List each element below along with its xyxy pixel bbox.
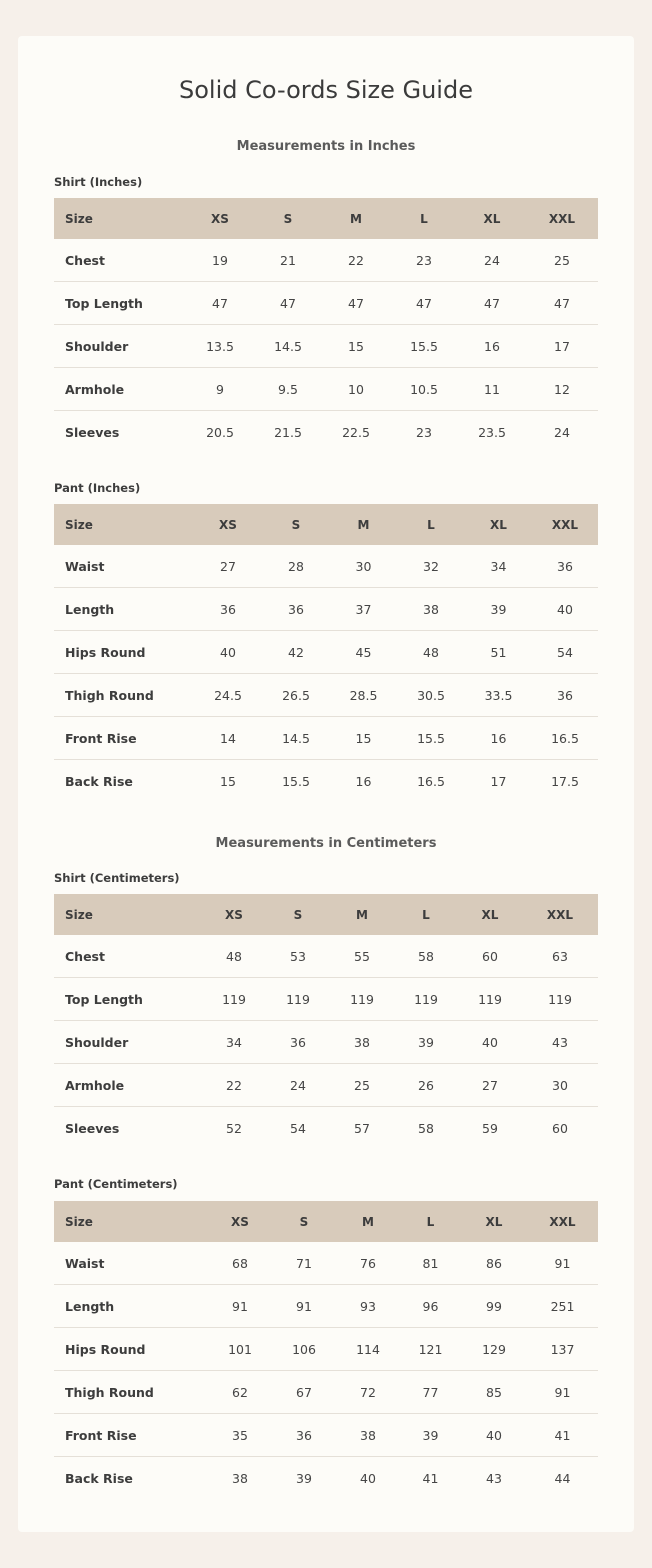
page-title: Solid Co-ords Size Guide: [179, 76, 473, 104]
measurement-value: 119: [394, 978, 458, 1021]
measurement-value: 57: [354, 1120, 370, 1136]
measurement-value: 38: [336, 1414, 400, 1457]
measurement-value: 55: [330, 935, 394, 978]
table-header-row: [54, 504, 598, 545]
measurement-value: 28.5: [330, 674, 397, 717]
table-header-row: [54, 894, 598, 935]
measurement-value: 93: [336, 1285, 400, 1328]
table-header-row: [54, 1201, 598, 1242]
table-row: [54, 674, 598, 717]
measurement-value: 22.5: [342, 424, 370, 440]
measurement-value: 33.5: [465, 674, 532, 717]
measurement-name: Sleeves: [65, 1120, 120, 1136]
measurement-value: 67: [272, 1371, 336, 1414]
measurement-value: 36: [266, 1021, 330, 1064]
measurement-value: 15.5: [390, 325, 458, 368]
measurement-value: 13.5: [186, 325, 254, 368]
measurement-name: Waist: [54, 1242, 208, 1285]
size-guide-card: [18, 36, 634, 1532]
measurement-value: 23: [416, 424, 432, 440]
measurement-value: 42: [262, 631, 330, 674]
table-row: [54, 1064, 598, 1107]
measurement-value: 25: [526, 239, 598, 282]
measurement-value: 96: [400, 1285, 461, 1328]
measurement-value: 22: [322, 239, 390, 282]
measurement-name: Front Rise: [54, 1414, 208, 1457]
measurement-value: 15.5: [282, 773, 310, 789]
measurement-value: 26.5: [262, 674, 330, 717]
measurement-value: 68: [208, 1242, 272, 1285]
header-size-l: L: [394, 894, 458, 935]
measurement-value: 40: [360, 1470, 376, 1486]
measurement-value: 119: [458, 978, 522, 1021]
header-size-m: M: [330, 894, 394, 935]
measurement-value: 10: [322, 368, 390, 411]
measurement-value: 24: [266, 1064, 330, 1107]
measurement-value: 14.5: [262, 717, 330, 760]
measurement-value: 47: [254, 282, 322, 325]
header-size-xs: XS: [186, 198, 254, 239]
measurement-value: 12: [526, 368, 598, 411]
measurement-value: 58: [418, 1120, 434, 1136]
measurement-value: 36: [532, 674, 598, 717]
header-size-xxl: XXL: [526, 198, 598, 239]
header-size-s: S: [266, 894, 330, 935]
measurement-name: Thigh Round: [54, 1371, 208, 1414]
measurement-value: 43: [522, 1021, 598, 1064]
measurement-value: 54: [290, 1120, 306, 1136]
header-size-m: M: [336, 1201, 400, 1242]
shirt-inches-table: [54, 198, 598, 453]
measurement-value: 17.5: [551, 773, 579, 789]
table-label-pant-inches: Pant (Inches): [54, 481, 141, 495]
measurement-value: 16.5: [417, 773, 445, 789]
measurement-name: Shoulder: [54, 1021, 202, 1064]
measurement-value: 48: [202, 935, 266, 978]
measurement-value: 40: [458, 1021, 522, 1064]
table-row: [54, 978, 598, 1021]
table-row: [54, 325, 598, 368]
measurement-value: 101: [208, 1328, 272, 1371]
pant-cm-table: [54, 1201, 598, 1499]
measurement-value: 119: [330, 978, 394, 1021]
header-size-l: L: [397, 504, 465, 545]
measurement-value: 52: [226, 1120, 242, 1136]
table-row: [54, 1021, 598, 1064]
measurement-value: 30.5: [397, 674, 465, 717]
measurement-value: 43: [486, 1470, 502, 1486]
measurement-value: 47: [322, 282, 390, 325]
measurement-value: 99: [461, 1285, 527, 1328]
measurement-value: 14.5: [254, 325, 322, 368]
measurement-name: Armhole: [54, 368, 186, 411]
table-row: [54, 1457, 598, 1500]
measurement-value: 39: [394, 1021, 458, 1064]
header-size-m: M: [330, 504, 397, 545]
measurement-value: 19: [186, 239, 254, 282]
table-row: [54, 368, 598, 411]
header-size-xxl: XXL: [532, 504, 598, 545]
measurement-value: 21: [254, 239, 322, 282]
measurement-value: 47: [526, 282, 598, 325]
measurement-name: Top Length: [54, 282, 186, 325]
measurement-value: 44: [554, 1470, 571, 1486]
table-row: [54, 1371, 598, 1414]
measurement-value: 59: [482, 1120, 498, 1136]
measurement-value: 129: [461, 1328, 527, 1371]
measurement-value: 58: [394, 935, 458, 978]
measurement-value: 16.5: [532, 717, 598, 760]
table-row: [54, 1242, 598, 1285]
measurement-value: 38: [232, 1470, 248, 1486]
measurement-value: 14: [194, 717, 262, 760]
table-row: [54, 1285, 598, 1328]
measurement-value: 21.5: [274, 424, 302, 440]
measurement-value: 41: [422, 1470, 439, 1486]
measurement-value: 40: [194, 631, 262, 674]
measurement-name: Chest: [54, 239, 186, 282]
measurement-name: Top Length: [54, 978, 202, 1021]
measurement-value: 30: [522, 1064, 598, 1107]
header-size-xl: XL: [458, 198, 526, 239]
measurement-value: 17: [526, 325, 598, 368]
measurement-value: 34: [465, 545, 532, 588]
measurement-value: 36: [272, 1414, 336, 1457]
measurement-value: 23.5: [478, 424, 506, 440]
measurement-value: 24.5: [194, 674, 262, 717]
header-size-l: L: [400, 1201, 461, 1242]
table-row: [54, 411, 598, 454]
header-size-xs: XS: [194, 504, 262, 545]
measurement-value: 27: [194, 545, 262, 588]
measurement-value: 47: [186, 282, 254, 325]
measurement-value: 20.5: [206, 424, 234, 440]
measurement-value: 119: [202, 978, 266, 1021]
measurement-value: 39: [296, 1470, 312, 1486]
measurement-value: 15: [322, 325, 390, 368]
measurement-value: 16: [355, 773, 372, 789]
measurement-value: 91: [527, 1242, 598, 1285]
measurement-value: 119: [522, 978, 598, 1021]
measurement-value: 16: [465, 717, 532, 760]
measurement-value: 38: [397, 588, 465, 631]
measurement-value: 91: [272, 1285, 336, 1328]
measurement-name: Waist: [54, 545, 194, 588]
table-label-pant-cm: Pant (Centimeters): [54, 1177, 178, 1191]
measurement-value: 119: [266, 978, 330, 1021]
measurement-value: 15: [330, 717, 397, 760]
table-header-row: [54, 198, 598, 239]
measurement-value: 114: [336, 1328, 400, 1371]
header-size-xl: XL: [465, 504, 532, 545]
measurement-value: 48: [397, 631, 465, 674]
measurement-name: Back Rise: [65, 773, 133, 789]
header-size-s: S: [272, 1201, 336, 1242]
header-size-xl: XL: [461, 1201, 527, 1242]
header-size: Size: [54, 894, 202, 935]
measurement-value: 62: [208, 1371, 272, 1414]
measurement-value: 81: [400, 1242, 461, 1285]
measurement-name: Hips Round: [54, 1328, 208, 1371]
measurement-name: Thigh Round: [54, 674, 194, 717]
measurement-value: 11: [458, 368, 526, 411]
table-row: [54, 631, 598, 674]
header-size-s: S: [262, 504, 330, 545]
header-size: Size: [54, 1201, 208, 1242]
measurement-value: 60: [552, 1120, 568, 1136]
measurement-value: 91: [527, 1371, 598, 1414]
measurement-value: 23: [390, 239, 458, 282]
measurement-value: 45: [330, 631, 397, 674]
pant-inches-table: [54, 504, 598, 802]
measurement-value: 91: [208, 1285, 272, 1328]
measurement-value: 41: [527, 1414, 598, 1457]
measurement-value: 137: [527, 1328, 598, 1371]
header-size: Size: [54, 504, 194, 545]
measurement-value: 51: [465, 631, 532, 674]
measurement-value: 26: [394, 1064, 458, 1107]
measurement-value: 38: [330, 1021, 394, 1064]
measurement-value: 54: [532, 631, 598, 674]
shirt-cm-table: [54, 894, 598, 1149]
measurement-value: 72: [336, 1371, 400, 1414]
measurement-value: 36: [194, 588, 262, 631]
section-heading-inches: Measurements in Inches: [236, 139, 416, 154]
table-label-shirt-cm: Shirt (Centimeters): [54, 871, 180, 885]
measurement-value: 16: [458, 325, 526, 368]
section-heading-centimeters: Measurements in Centimeters: [215, 836, 437, 851]
header-size-xxl: XXL: [522, 894, 598, 935]
measurement-name: Back Rise: [65, 1470, 133, 1486]
measurement-value: 106: [272, 1328, 336, 1371]
table-row: [54, 588, 598, 631]
measurement-value: 121: [400, 1328, 461, 1371]
measurement-value: 40: [461, 1414, 527, 1457]
measurement-value: 36: [532, 545, 598, 588]
measurement-value: 34: [202, 1021, 266, 1064]
measurement-value: 15: [220, 773, 236, 789]
measurement-value: 30: [330, 545, 397, 588]
measurement-name: Front Rise: [54, 717, 194, 760]
measurement-value: 63: [522, 935, 598, 978]
table-row: [54, 545, 598, 588]
measurement-value: 86: [461, 1242, 527, 1285]
measurement-name: Hips Round: [54, 631, 194, 674]
measurement-value: 9: [186, 368, 254, 411]
measurement-value: 25: [330, 1064, 394, 1107]
table-row: [54, 760, 598, 803]
table-row: [54, 935, 598, 978]
measurement-value: 10.5: [390, 368, 458, 411]
measurement-value: 37: [330, 588, 397, 631]
table-label-shirt-inches: Shirt (Inches): [54, 175, 143, 189]
table-row: [54, 282, 598, 325]
measurement-value: 17: [490, 773, 507, 789]
measurement-value: 251: [527, 1285, 598, 1328]
header-size-s: S: [254, 198, 322, 239]
measurement-value: 71: [272, 1242, 336, 1285]
measurement-value: 47: [458, 282, 526, 325]
measurement-value: 24: [458, 239, 526, 282]
measurement-value: 39: [465, 588, 532, 631]
header-size-xxl: XXL: [527, 1201, 598, 1242]
measurement-value: 76: [336, 1242, 400, 1285]
measurement-value: 27: [458, 1064, 522, 1107]
header-size-xs: XS: [202, 894, 266, 935]
measurement-name: Shoulder: [54, 325, 186, 368]
measurement-value: 47: [390, 282, 458, 325]
measurement-value: 36: [262, 588, 330, 631]
measurement-name: Length: [54, 1285, 208, 1328]
table-row: [54, 239, 598, 282]
table-row: [54, 1328, 598, 1371]
measurement-value: 9.5: [254, 368, 322, 411]
header-size-xl: XL: [458, 894, 522, 935]
header-size: Size: [54, 198, 186, 239]
table-row: [54, 717, 598, 760]
header-size-l: L: [390, 198, 458, 239]
measurement-value: 39: [400, 1414, 461, 1457]
measurement-name: Length: [54, 588, 194, 631]
measurement-value: 24: [554, 424, 570, 440]
measurement-value: 22: [202, 1064, 266, 1107]
measurement-value: 77: [400, 1371, 461, 1414]
header-size-m: M: [322, 198, 390, 239]
measurement-value: 85: [461, 1371, 527, 1414]
measurement-value: 53: [266, 935, 330, 978]
measurement-name: Armhole: [54, 1064, 202, 1107]
measurement-value: 32: [397, 545, 465, 588]
table-row: [54, 1107, 598, 1150]
measurement-name: Sleeves: [65, 424, 120, 440]
measurement-name: Chest: [54, 935, 202, 978]
measurement-value: 28: [262, 545, 330, 588]
measurement-value: 40: [532, 588, 598, 631]
measurement-value: 15.5: [397, 717, 465, 760]
header-size-xs: XS: [208, 1201, 272, 1242]
measurement-value: 35: [208, 1414, 272, 1457]
table-row: [54, 1414, 598, 1457]
measurement-value: 60: [458, 935, 522, 978]
